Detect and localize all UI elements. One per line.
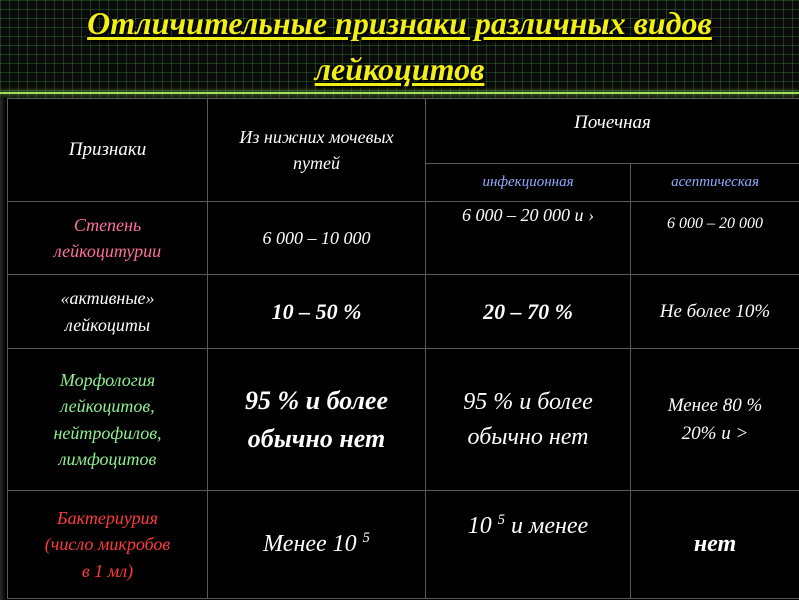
cell-infectious-exp: 5 — [497, 512, 505, 528]
cell-aseptic: нет — [631, 491, 799, 599]
row-label-morphology-l2: лейкоцитов, — [60, 396, 155, 417]
cell-lower-tract — [208, 491, 426, 599]
header-criteria: Признаки — [8, 99, 208, 202]
cell-infectious-text: 6 000 – 20 000 и › — [462, 205, 594, 225]
row-label-active-leukocytes — [8, 275, 208, 349]
table-row — [8, 202, 799, 275]
table-row — [8, 491, 799, 599]
cell-aseptic-l1: Менее 80 % — [667, 394, 763, 416]
cell-infectious — [426, 202, 631, 275]
comparison-table — [7, 98, 799, 599]
row-label-bacteriuria-l1: Бактериурия — [57, 508, 158, 529]
row-label-morphology-l4: лимфоцитов — [58, 448, 157, 469]
header-renal: Почечная — [426, 99, 799, 164]
row-label-bacteriuria-l2: (число микробов — [44, 534, 171, 555]
slide-title — [0, 0, 799, 92]
header-infectious: инфекционная — [426, 164, 631, 202]
row-label-morphology — [8, 349, 208, 491]
row-label-leukocyturia — [8, 202, 208, 275]
row-label-morphology-l1: Морфология — [59, 370, 156, 391]
cell-infectious: 20 – 70 % — [426, 275, 631, 349]
slide-title-line2: лейкоцитов — [314, 51, 485, 87]
cell-aseptic — [631, 349, 799, 491]
cell-lower-tract-exp: 5 — [362, 530, 370, 547]
cell-aseptic: Не более 10% — [631, 275, 799, 349]
cell-lower-tract-l1: 95 % и более — [244, 385, 389, 415]
cell-lower-tract — [208, 349, 426, 491]
cell-infectious — [426, 349, 631, 491]
comparison-table-area — [0, 98, 799, 600]
cell-lower-tract-base: Менее 10 — [263, 531, 357, 558]
slide-title-line1: Отличительные признаки различных видов — [87, 5, 712, 41]
cell-infectious-l1: 95 % и более — [463, 388, 593, 415]
header-lower-tract — [208, 99, 426, 202]
left-shade — [0, 98, 6, 600]
row-label-bacteriuria-l3: в 1 мл) — [81, 560, 134, 581]
table-row — [8, 349, 799, 491]
header-aseptic: асептическая — [631, 164, 799, 202]
cell-lower-tract: 10 – 50 % — [208, 275, 426, 349]
row-label-active-text: «активные» лейкоциты — [60, 288, 155, 335]
row-label-leukocyturia-text: Степень лейкоцитурии — [53, 214, 162, 261]
cell-infectious — [426, 491, 631, 599]
cell-infectious-l2: обычно нет — [467, 423, 589, 450]
row-label-morphology-l3: нейтрофилов, — [53, 422, 162, 443]
cell-lower-tract-l2: обычно нет — [247, 423, 386, 453]
row-label-bacteriuria — [8, 491, 208, 599]
cell-infectious-tail: и менее — [505, 513, 589, 539]
cell-aseptic: 6 000 – 20 000 — [631, 202, 799, 275]
cell-aseptic-l2: 20% и > — [681, 422, 749, 444]
header-lower-tract-text: Из нижних мочевых путей — [239, 126, 394, 173]
divider-glow — [0, 92, 799, 94]
table-row — [8, 275, 799, 349]
cell-lower-tract: 6 000 – 10 000 — [208, 202, 426, 275]
cell-infectious-base: 10 — [467, 513, 492, 539]
